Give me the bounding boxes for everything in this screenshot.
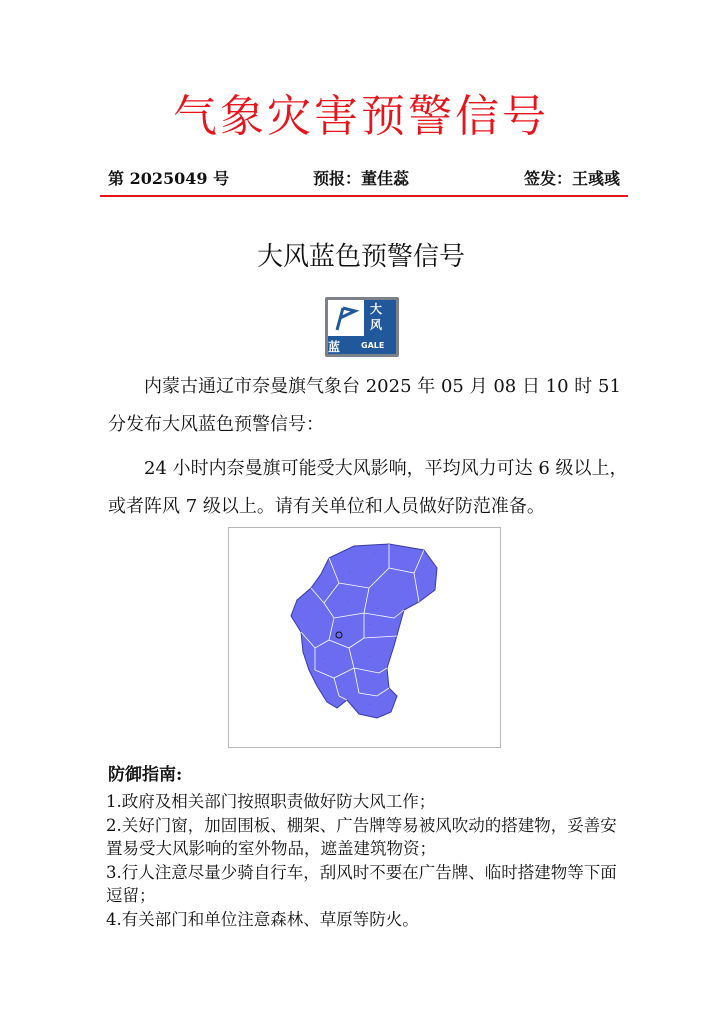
svg-text:·: · xyxy=(349,569,351,574)
warning-badge xyxy=(325,297,399,357)
guide-item: 1.政府及相关部门按照职责做好防大风工作； xyxy=(106,792,436,811)
svg-text:·: · xyxy=(369,622,371,627)
svg-text:·: · xyxy=(319,590,321,595)
document-title: 气象灾害预警信号 xyxy=(173,91,549,142)
guide-list xyxy=(106,790,628,931)
badge-english: GALE xyxy=(361,341,385,350)
wind-flag-icon xyxy=(328,300,364,336)
svg-text:·: · xyxy=(347,599,349,604)
svg-text:·: · xyxy=(409,576,411,581)
guide-title: 防御指南: xyxy=(108,765,183,785)
warning-paragraph-1: 内蒙古通辽市奈曼旗气象台 2025 年 05 月 08 日 10 时 51 分发布大风蓝色预警信号： xyxy=(108,376,621,435)
forecaster: 预报：董佳蕊 xyxy=(313,169,410,188)
warning-paragraph-2: 24 小时内奈曼旗可能受大风影响，平均风力可达 6 级以上，或者阵风 7 级以上。请有关单位和人员做好防范准备。 xyxy=(108,458,628,517)
warning-area-map xyxy=(228,527,501,748)
guide-item: 2.关好门窗，加固围板、棚架、广告牌等易被风吹动的搭建物，妥善安置易受大风影响的室外物品，遮盖建筑物资； xyxy=(106,815,617,858)
svg-text:·: · xyxy=(369,702,371,707)
warning-subtitle: 大风蓝色预警信号 xyxy=(256,242,465,272)
guide-item: 4.有关部门和单位注意森林、草原等防火。 xyxy=(106,909,419,929)
svg-text:·: · xyxy=(377,606,379,611)
svg-text:·: · xyxy=(324,656,326,661)
guide-item: 3.行人注意尽量少骑自行车，刮风时不要在广告牌、临时搭建物等下面逗留； xyxy=(106,862,617,905)
badge-char-top: 大 xyxy=(370,302,383,316)
svg-text:·: · xyxy=(369,654,371,659)
map-svg xyxy=(229,528,500,747)
svg-text:·: · xyxy=(374,551,376,556)
svg-text:·: · xyxy=(339,684,341,689)
header-divider xyxy=(100,195,628,197)
doc-number: 第 2025049 号 xyxy=(108,169,230,188)
document-meta xyxy=(108,166,620,190)
badge-level: 蓝 xyxy=(328,340,341,354)
issuer: 签发：王彧彧 xyxy=(523,169,620,188)
svg-text:·: · xyxy=(341,628,343,633)
badge-char-bottom: 风 xyxy=(370,318,383,332)
